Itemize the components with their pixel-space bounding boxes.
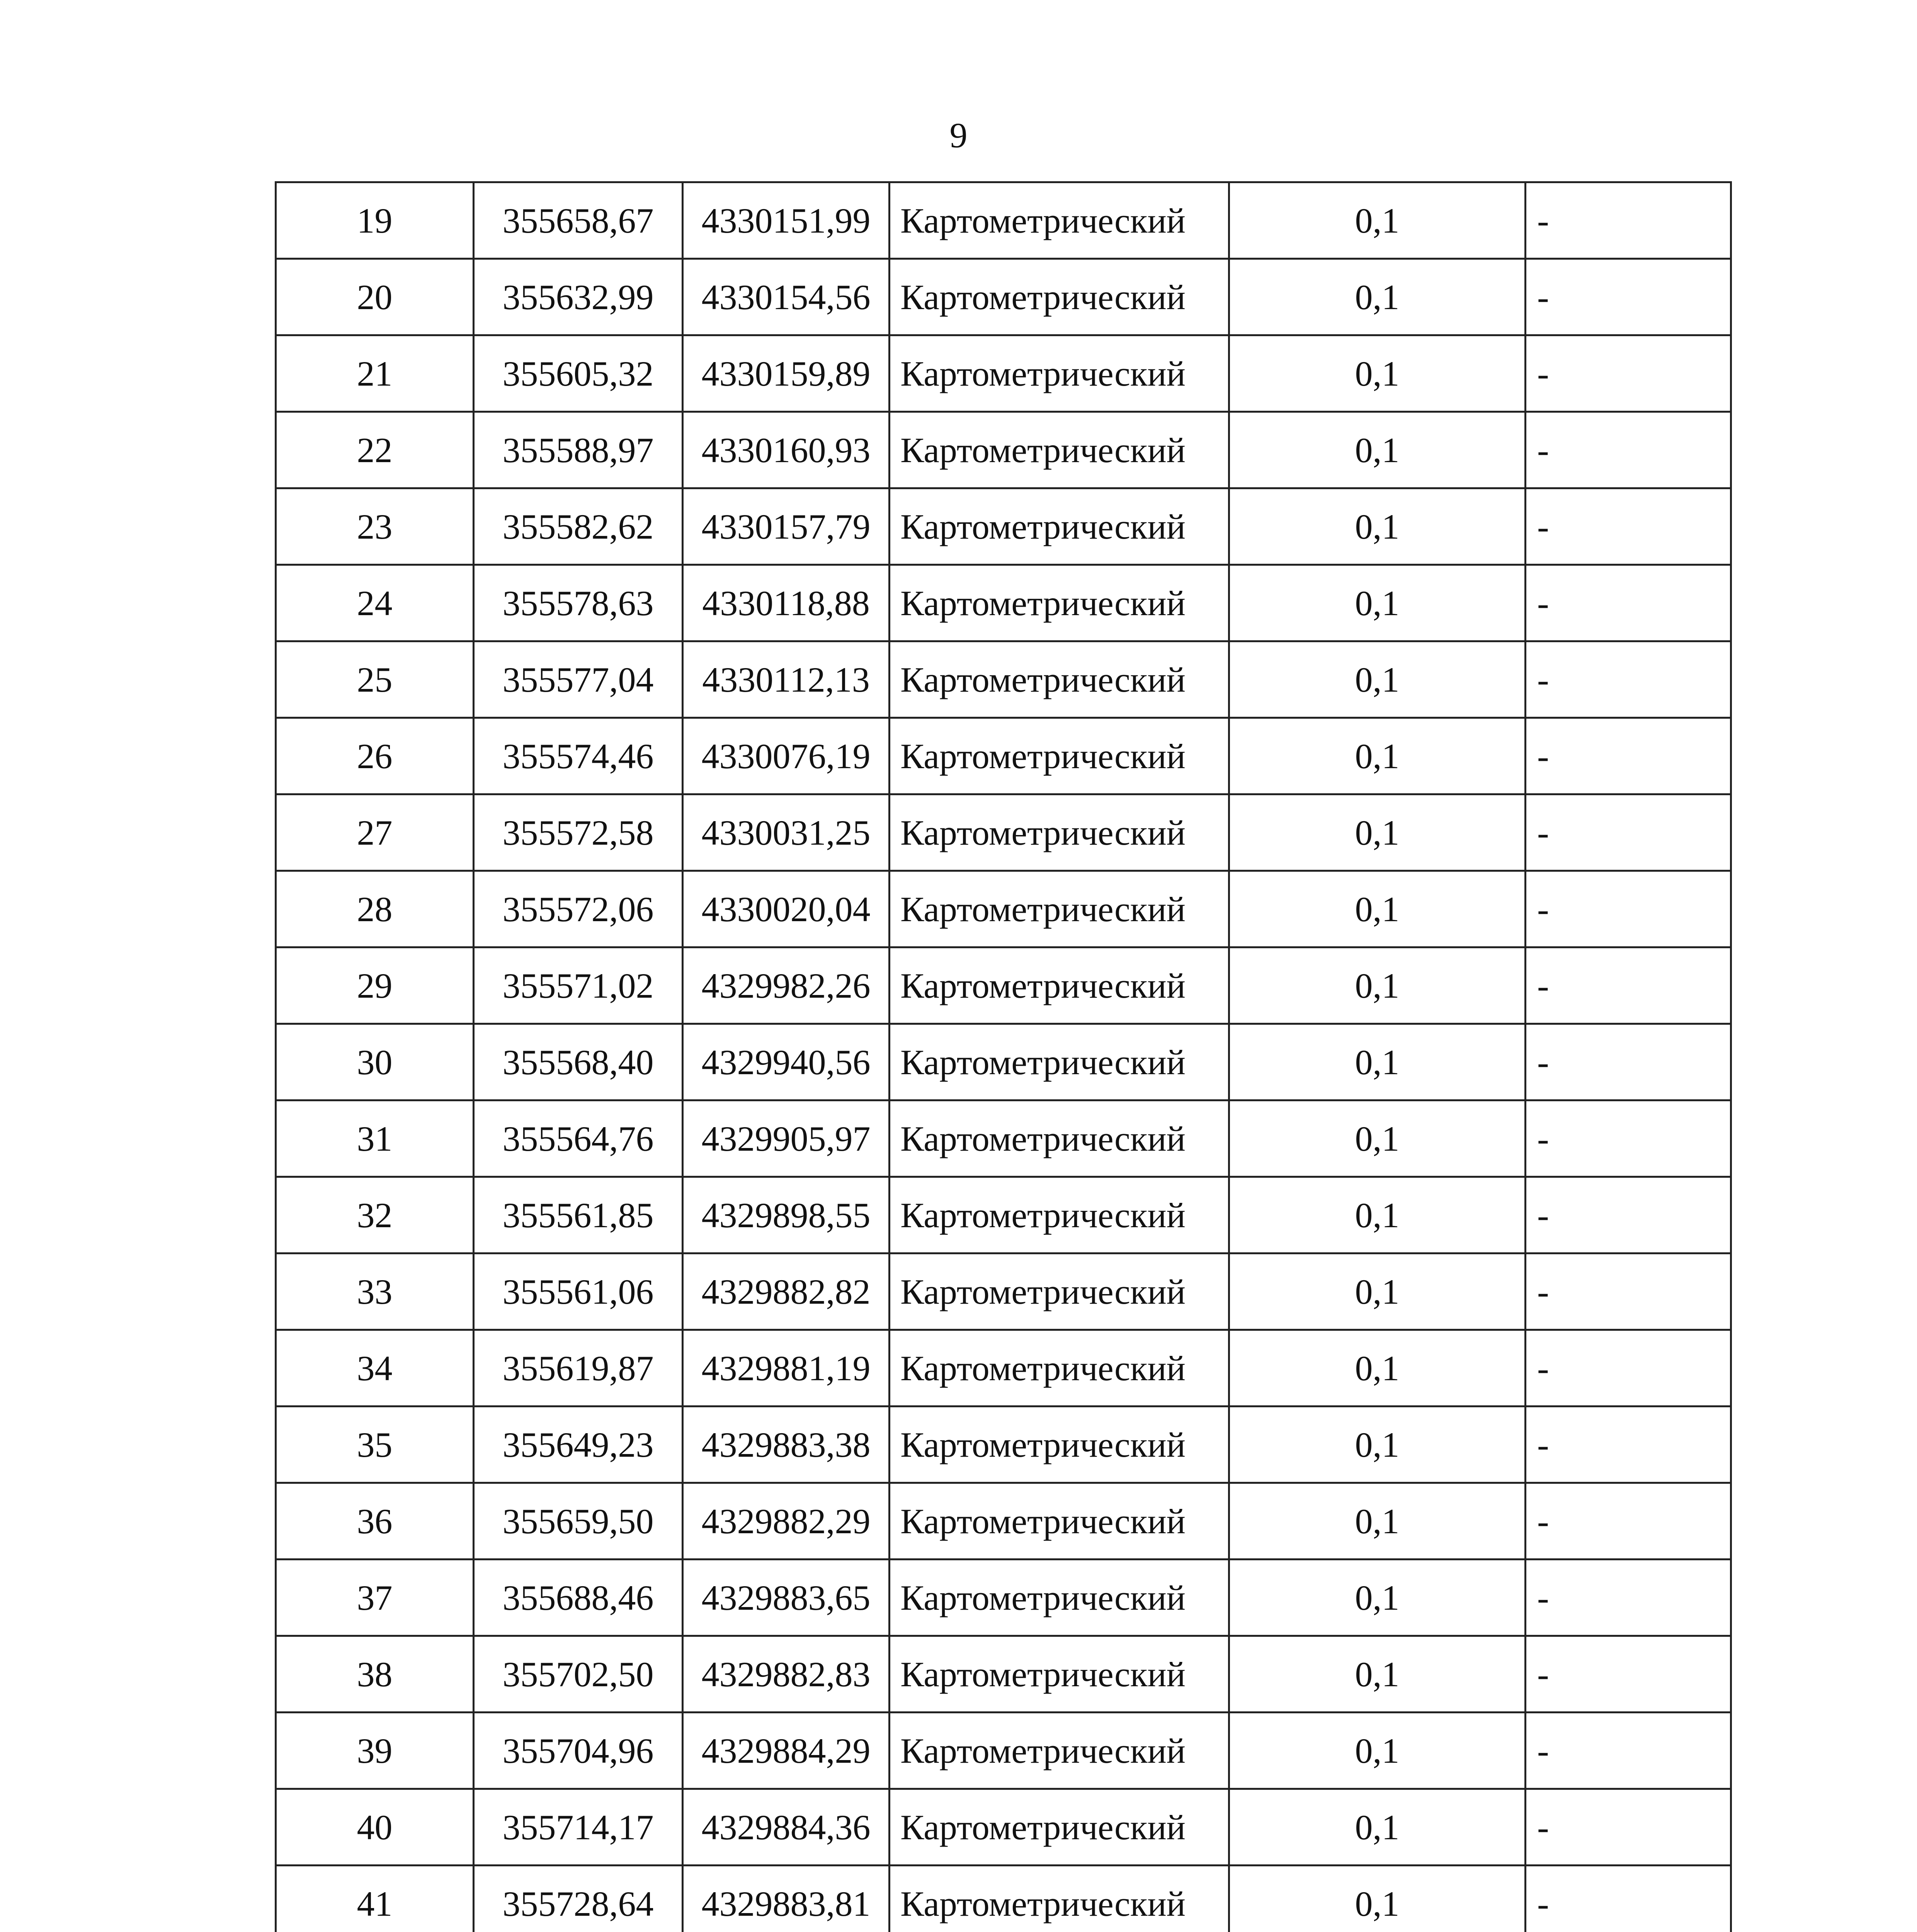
method-cell: Картометрический xyxy=(890,871,1229,947)
method-cell: Картометрический xyxy=(890,488,1229,565)
method-cell: Картометрический xyxy=(890,1100,1229,1177)
accuracy-cell: 0,1 xyxy=(1229,1560,1526,1636)
x-coordinate-cell: 355561,06 xyxy=(474,1253,683,1330)
y-coordinate-cell: 4329884,36 xyxy=(683,1789,890,1866)
accuracy-cell: 0,1 xyxy=(1229,412,1526,488)
note-cell: - xyxy=(1526,1253,1731,1330)
x-coordinate-cell: 355574,46 xyxy=(474,718,683,794)
note-cell: - xyxy=(1526,412,1731,488)
table-row xyxy=(276,1177,1731,1253)
accuracy-cell: 0,1 xyxy=(1229,641,1526,718)
table-row xyxy=(276,718,1731,794)
x-coordinate-cell: 355658,67 xyxy=(474,182,683,259)
accuracy-cell: 0,1 xyxy=(1229,794,1526,871)
method-cell: Картометрический xyxy=(890,947,1229,1024)
point-number-cell: 25 xyxy=(276,641,474,718)
method-cell: Картометрический xyxy=(890,1789,1229,1866)
method-cell: Картометрический xyxy=(890,1177,1229,1253)
table-row xyxy=(276,1253,1731,1330)
table-body xyxy=(276,182,1731,1932)
x-coordinate-cell: 355572,58 xyxy=(474,794,683,871)
x-coordinate-cell: 355588,97 xyxy=(474,412,683,488)
x-coordinate-cell: 355561,85 xyxy=(474,1177,683,1253)
coordinates-table xyxy=(275,181,1732,1932)
method-cell: Картометрический xyxy=(890,1024,1229,1100)
y-coordinate-cell: 4329884,29 xyxy=(683,1713,890,1789)
point-number-cell: 32 xyxy=(276,1177,474,1253)
y-coordinate-cell: 4329898,55 xyxy=(683,1177,890,1253)
y-coordinate-cell: 4330112,13 xyxy=(683,641,890,718)
x-coordinate-cell: 355632,99 xyxy=(474,259,683,335)
point-number-cell: 26 xyxy=(276,718,474,794)
table-row xyxy=(276,1483,1731,1560)
y-coordinate-cell: 4329982,26 xyxy=(683,947,890,1024)
note-cell: - xyxy=(1526,1483,1731,1560)
x-coordinate-cell: 355568,40 xyxy=(474,1024,683,1100)
x-coordinate-cell: 355659,50 xyxy=(474,1483,683,1560)
table-row xyxy=(276,1560,1731,1636)
point-number-cell: 28 xyxy=(276,871,474,947)
method-cell: Картометрический xyxy=(890,1330,1229,1406)
point-number-cell: 19 xyxy=(276,182,474,259)
accuracy-cell: 0,1 xyxy=(1229,1636,1526,1713)
y-coordinate-cell: 4329882,83 xyxy=(683,1636,890,1713)
point-number-cell: 29 xyxy=(276,947,474,1024)
accuracy-cell: 0,1 xyxy=(1229,718,1526,794)
accuracy-cell: 0,1 xyxy=(1229,1789,1526,1866)
method-cell: Картометрический xyxy=(890,1713,1229,1789)
note-cell: - xyxy=(1526,488,1731,565)
table-row xyxy=(276,1636,1731,1713)
y-coordinate-cell: 4330031,25 xyxy=(683,794,890,871)
y-coordinate-cell: 4330154,56 xyxy=(683,259,890,335)
x-coordinate-cell: 355649,23 xyxy=(474,1406,683,1483)
y-coordinate-cell: 4329883,81 xyxy=(683,1866,890,1932)
method-cell: Картометрический xyxy=(890,1253,1229,1330)
note-cell: - xyxy=(1526,1177,1731,1253)
note-cell: - xyxy=(1526,259,1731,335)
y-coordinate-cell: 4330020,04 xyxy=(683,871,890,947)
x-coordinate-cell: 355577,04 xyxy=(474,641,683,718)
point-number-cell: 27 xyxy=(276,794,474,871)
accuracy-cell: 0,1 xyxy=(1229,488,1526,565)
accuracy-cell: 0,1 xyxy=(1229,1330,1526,1406)
accuracy-cell: 0,1 xyxy=(1229,1253,1526,1330)
y-coordinate-cell: 4329883,65 xyxy=(683,1560,890,1636)
point-number-cell: 34 xyxy=(276,1330,474,1406)
accuracy-cell: 0,1 xyxy=(1229,1713,1526,1789)
y-coordinate-cell: 4329882,82 xyxy=(683,1253,890,1330)
note-cell: - xyxy=(1526,1866,1731,1932)
note-cell: - xyxy=(1526,1789,1731,1866)
note-cell: - xyxy=(1526,947,1731,1024)
point-number-cell: 31 xyxy=(276,1100,474,1177)
method-cell: Картометрический xyxy=(890,1636,1229,1713)
method-cell: Картометрический xyxy=(890,1483,1229,1560)
note-cell: - xyxy=(1526,718,1731,794)
point-number-cell: 40 xyxy=(276,1789,474,1866)
x-coordinate-cell: 355571,02 xyxy=(474,947,683,1024)
x-coordinate-cell: 355619,87 xyxy=(474,1330,683,1406)
table-row xyxy=(276,565,1731,641)
point-number-cell: 35 xyxy=(276,1406,474,1483)
x-coordinate-cell: 355572,06 xyxy=(474,871,683,947)
accuracy-cell: 0,1 xyxy=(1229,259,1526,335)
x-coordinate-cell: 355582,62 xyxy=(474,488,683,565)
y-coordinate-cell: 4329940,56 xyxy=(683,1024,890,1100)
table-row xyxy=(276,488,1731,565)
x-coordinate-cell: 355578,63 xyxy=(474,565,683,641)
table-row xyxy=(276,1330,1731,1406)
accuracy-cell: 0,1 xyxy=(1229,1483,1526,1560)
method-cell: Картометрический xyxy=(890,1866,1229,1932)
note-cell: - xyxy=(1526,1100,1731,1177)
method-cell: Картометрический xyxy=(890,182,1229,259)
table-row xyxy=(276,412,1731,488)
x-coordinate-cell: 355704,96 xyxy=(474,1713,683,1789)
point-number-cell: 24 xyxy=(276,565,474,641)
table-row xyxy=(276,1024,1731,1100)
table-row xyxy=(276,794,1731,871)
table-row xyxy=(276,871,1731,947)
note-cell: - xyxy=(1526,794,1731,871)
table-row xyxy=(276,1713,1731,1789)
method-cell: Картометрический xyxy=(890,565,1229,641)
point-number-cell: 23 xyxy=(276,488,474,565)
y-coordinate-cell: 4330159,89 xyxy=(683,335,890,412)
note-cell: - xyxy=(1526,1406,1731,1483)
point-number-cell: 33 xyxy=(276,1253,474,1330)
y-coordinate-cell: 4329881,19 xyxy=(683,1330,890,1406)
method-cell: Картометрический xyxy=(890,794,1229,871)
table-row xyxy=(276,259,1731,335)
note-cell: - xyxy=(1526,641,1731,718)
y-coordinate-cell: 4329905,97 xyxy=(683,1100,890,1177)
y-coordinate-cell: 4330076,19 xyxy=(683,718,890,794)
accuracy-cell: 0,1 xyxy=(1229,565,1526,641)
note-cell: - xyxy=(1526,1330,1731,1406)
accuracy-cell: 0,1 xyxy=(1229,871,1526,947)
y-coordinate-cell: 4330118,88 xyxy=(683,565,890,641)
y-coordinate-cell: 4329883,38 xyxy=(683,1406,890,1483)
y-coordinate-cell: 4330157,79 xyxy=(683,488,890,565)
note-cell: - xyxy=(1526,1636,1731,1713)
y-coordinate-cell: 4330160,93 xyxy=(683,412,890,488)
y-coordinate-cell: 4329882,29 xyxy=(683,1483,890,1560)
note-cell: - xyxy=(1526,565,1731,641)
point-number-cell: 20 xyxy=(276,259,474,335)
table-row xyxy=(276,641,1731,718)
table-row xyxy=(276,947,1731,1024)
point-number-cell: 21 xyxy=(276,335,474,412)
point-number-cell: 37 xyxy=(276,1560,474,1636)
table-row xyxy=(276,1406,1731,1483)
point-number-cell: 39 xyxy=(276,1713,474,1789)
method-cell: Картометрический xyxy=(890,718,1229,794)
x-coordinate-cell: 355714,17 xyxy=(474,1789,683,1866)
method-cell: Картометрический xyxy=(890,1406,1229,1483)
page-number: 9 xyxy=(949,116,968,155)
point-number-cell: 22 xyxy=(276,412,474,488)
accuracy-cell: 0,1 xyxy=(1229,182,1526,259)
accuracy-cell: 0,1 xyxy=(1229,1100,1526,1177)
point-number-cell: 38 xyxy=(276,1636,474,1713)
x-coordinate-cell: 355688,46 xyxy=(474,1560,683,1636)
point-number-cell: 36 xyxy=(276,1483,474,1560)
accuracy-cell: 0,1 xyxy=(1229,335,1526,412)
point-number-cell: 30 xyxy=(276,1024,474,1100)
accuracy-cell: 0,1 xyxy=(1229,1406,1526,1483)
table-row xyxy=(276,1866,1731,1932)
note-cell: - xyxy=(1526,1560,1731,1636)
method-cell: Картометрический xyxy=(890,412,1229,488)
method-cell: Картометрический xyxy=(890,641,1229,718)
note-cell: - xyxy=(1526,871,1731,947)
x-coordinate-cell: 355605,32 xyxy=(474,335,683,412)
table-row xyxy=(276,335,1731,412)
x-coordinate-cell: 355564,76 xyxy=(474,1100,683,1177)
method-cell: Картометрический xyxy=(890,259,1229,335)
x-coordinate-cell: 355728,64 xyxy=(474,1866,683,1932)
table-row xyxy=(276,182,1731,259)
point-number-cell: 41 xyxy=(276,1866,474,1932)
accuracy-cell: 0,1 xyxy=(1229,947,1526,1024)
note-cell: - xyxy=(1526,335,1731,412)
note-cell: - xyxy=(1526,1024,1731,1100)
method-cell: Картометрический xyxy=(890,1560,1229,1636)
table-row xyxy=(276,1100,1731,1177)
accuracy-cell: 0,1 xyxy=(1229,1024,1526,1100)
note-cell: - xyxy=(1526,1713,1731,1789)
table-row xyxy=(276,1789,1731,1866)
x-coordinate-cell: 355702,50 xyxy=(474,1636,683,1713)
accuracy-cell: 0,1 xyxy=(1229,1177,1526,1253)
accuracy-cell: 0,1 xyxy=(1229,1866,1526,1932)
note-cell: - xyxy=(1526,182,1731,259)
method-cell: Картометрический xyxy=(890,335,1229,412)
y-coordinate-cell: 4330151,99 xyxy=(683,182,890,259)
